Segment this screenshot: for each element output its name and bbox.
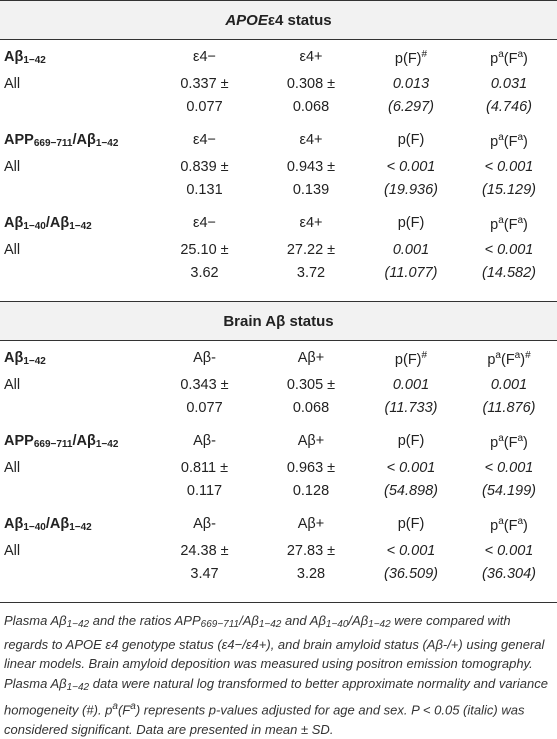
- p-number: 0.031: [490, 76, 528, 92]
- group-header: ε4−: [193, 215, 216, 231]
- row-label: All: [4, 76, 21, 92]
- group-header: Aβ+: [297, 350, 325, 366]
- group-header: Aβ-: [193, 433, 216, 449]
- section-title: [0, 1, 557, 39]
- f-statistic: (19.936): [383, 182, 438, 198]
- mean-value: 27.83 ±: [286, 543, 336, 559]
- group1-value: [148, 540, 261, 586]
- block-header-row: [0, 341, 557, 374]
- p-adjusted-value: [461, 457, 557, 503]
- group1-value: [148, 239, 261, 285]
- group-header: ε4−: [193, 49, 216, 65]
- group-header: ε4−: [193, 132, 216, 148]
- f-statistic: (11.077): [384, 265, 438, 281]
- sd-value: 0.139: [292, 182, 330, 198]
- block-header-row: [0, 206, 557, 239]
- block-header-row: [0, 40, 557, 73]
- p-number: < 0.001: [484, 242, 534, 258]
- group-header: Aβ-: [193, 350, 216, 366]
- mean-value: 0.308 ±: [286, 76, 336, 92]
- p-number: 0.001: [392, 377, 430, 393]
- mean-value: 27.22 ±: [286, 242, 336, 258]
- p-value: [361, 239, 461, 285]
- p-value: [361, 540, 461, 586]
- section-gap: [0, 289, 557, 301]
- group1-value: [148, 374, 261, 420]
- table-footnote: Plasma $A\beta_{1-42}$ and the ratios $APP_{669-711}/A\beta_{1-42}$ and $A\beta_{1-40}/A\beta_{1-42}$ were compared with regards to APOE ε4 genotype status (ε4−/ε4+), and brain amyloid status (Aβ-/+) using general linear models. Brain amyloid deposition was measured using positron emission tomography. Plasma $A\beta_{1-42}$ data were natural log transformed to better approximate normality and variance homogeneity (#). $p^a(F^a)$ represents p-values adjusted for age and sex. P < 0.05 (italic) was considered significant. Data are presented in mean ± SD.: [4, 613, 548, 737]
- p-number: < 0.001: [484, 159, 534, 175]
- mean-value: 0.811 ±: [180, 460, 229, 476]
- sd-value: 3.72: [296, 265, 326, 281]
- section-title-text: Brain Aβ status: [223, 312, 334, 330]
- mean-value: 0.839 ±: [180, 159, 229, 175]
- sd-value: 0.068: [292, 400, 330, 416]
- sd-value: 0.117: [186, 483, 223, 499]
- p-number: 0.001: [392, 242, 430, 258]
- group-header: Aβ+: [297, 516, 325, 532]
- sd-value: 3.62: [190, 265, 219, 281]
- sd-value: 3.28: [296, 566, 326, 582]
- p-header: p(F): [397, 132, 425, 148]
- row-label: All: [4, 242, 21, 258]
- measure-label: $APP_{669-711}/A\beta_{1-42}$: [4, 433, 119, 450]
- f-statistic: (15.129): [481, 182, 536, 198]
- p-header: p(F): [397, 215, 425, 231]
- f-statistic: (14.582): [481, 265, 536, 281]
- f-statistic: (54.898): [383, 483, 438, 499]
- p-adjusted-value: [461, 73, 557, 119]
- group-header: Aβ+: [297, 433, 325, 449]
- section-title-italic: APOE: [225, 11, 268, 29]
- group2-value: [261, 73, 361, 119]
- group2-value: [261, 239, 361, 285]
- row-label: All: [4, 543, 21, 559]
- group-header: ε4+: [299, 132, 323, 148]
- sd-value: 0.131: [186, 182, 223, 198]
- p-adjusted-value: [461, 239, 557, 285]
- table-row: [0, 374, 557, 424]
- p-value: [361, 156, 461, 202]
- row-label: All: [4, 377, 21, 393]
- p-header: p(F)#: [394, 350, 428, 368]
- p-number: < 0.001: [386, 460, 436, 476]
- sd-value: 0.077: [186, 99, 223, 115]
- group1-value: [148, 73, 261, 119]
- block-header-row: [0, 123, 557, 156]
- mean-value: 25.10 ±: [180, 242, 229, 258]
- mean-value: 0.963 ±: [286, 460, 336, 476]
- group1-value: [148, 156, 261, 202]
- mean-value: 0.337 ±: [180, 76, 229, 92]
- p-header: p(F): [397, 516, 425, 532]
- table-row: [0, 156, 557, 206]
- p-value: [361, 374, 461, 420]
- p-number: 0.013: [392, 76, 430, 92]
- f-statistic: (36.509): [383, 566, 438, 582]
- mean-value: 24.38 ±: [180, 543, 229, 559]
- row-label: All: [4, 460, 21, 476]
- p-number: 0.001: [490, 377, 528, 393]
- measure-label: $A\beta_{1-40}/A\beta_{1-42}$: [4, 215, 92, 232]
- p-value: [361, 73, 461, 119]
- p-adjusted-value: [461, 540, 557, 586]
- sd-value: 3.47: [190, 566, 219, 582]
- p-number: < 0.001: [386, 543, 436, 559]
- p-adjusted-header: $p^a(F^a)^{\#}$: [487, 350, 531, 368]
- group-header: ε4+: [299, 215, 323, 231]
- p-value: [361, 457, 461, 503]
- f-statistic: (54.199): [481, 483, 536, 499]
- f-statistic: (36.304): [481, 566, 536, 582]
- p-adjusted-header: $p^a(F^a)$: [490, 215, 528, 233]
- f-statistic: (11.876): [482, 400, 536, 416]
- p-number: < 0.001: [484, 460, 534, 476]
- f-statistic: (11.733): [384, 400, 438, 416]
- group1-value: [148, 457, 261, 503]
- sd-value: 0.077: [186, 400, 223, 416]
- sd-value: 0.128: [292, 483, 330, 499]
- group2-value: [261, 540, 361, 586]
- p-number: < 0.001: [484, 543, 534, 559]
- p-number: < 0.001: [386, 159, 436, 175]
- measure-label: $A\beta_{1-40}/A\beta_{1-42}$: [4, 516, 92, 533]
- f-statistic: (6.297): [388, 99, 434, 115]
- section-title: [0, 302, 557, 340]
- group-header: ε4+: [299, 49, 323, 65]
- row-label: All: [4, 159, 21, 175]
- table-row: [0, 540, 557, 590]
- block-header-row: [0, 507, 557, 540]
- table-row: [0, 73, 557, 123]
- table-row: [0, 239, 557, 289]
- mean-value: 0.305 ±: [286, 377, 336, 393]
- p-adjusted-value: [461, 156, 557, 202]
- group2-value: [261, 457, 361, 503]
- sd-value: 0.068: [292, 99, 330, 115]
- section-header-band: [0, 301, 557, 341]
- measure-label: $APP_{669-711}/A\beta_{1-42}$: [4, 132, 119, 149]
- section-title-text: ε4 status: [267, 11, 332, 29]
- measure-label: $A\beta_{1-42}$: [4, 350, 46, 367]
- p-adjusted-header: $p^a(F^a)$: [490, 49, 528, 67]
- group2-value: [261, 374, 361, 420]
- group2-value: [261, 156, 361, 202]
- block-header-row: [0, 424, 557, 457]
- p-adjusted-header: $p^a(F^a)$: [490, 433, 528, 451]
- p-adjusted-value: [461, 374, 557, 420]
- mean-value: 0.943 ±: [286, 159, 336, 175]
- p-adjusted-header: $p^a(F^a)$: [490, 132, 528, 150]
- measure-label: $A\beta_{1-42}$: [4, 49, 46, 66]
- section-header-band: [0, 0, 557, 40]
- table-row: [0, 457, 557, 507]
- section-gap: [0, 590, 557, 602]
- group-header: Aβ-: [193, 516, 216, 532]
- mean-value: 0.343 ±: [180, 377, 229, 393]
- p-header: p(F)#: [394, 49, 428, 67]
- p-header: p(F): [397, 433, 425, 449]
- p-adjusted-header: $p^a(F^a)$: [490, 516, 528, 534]
- f-statistic: (4.746): [486, 99, 532, 115]
